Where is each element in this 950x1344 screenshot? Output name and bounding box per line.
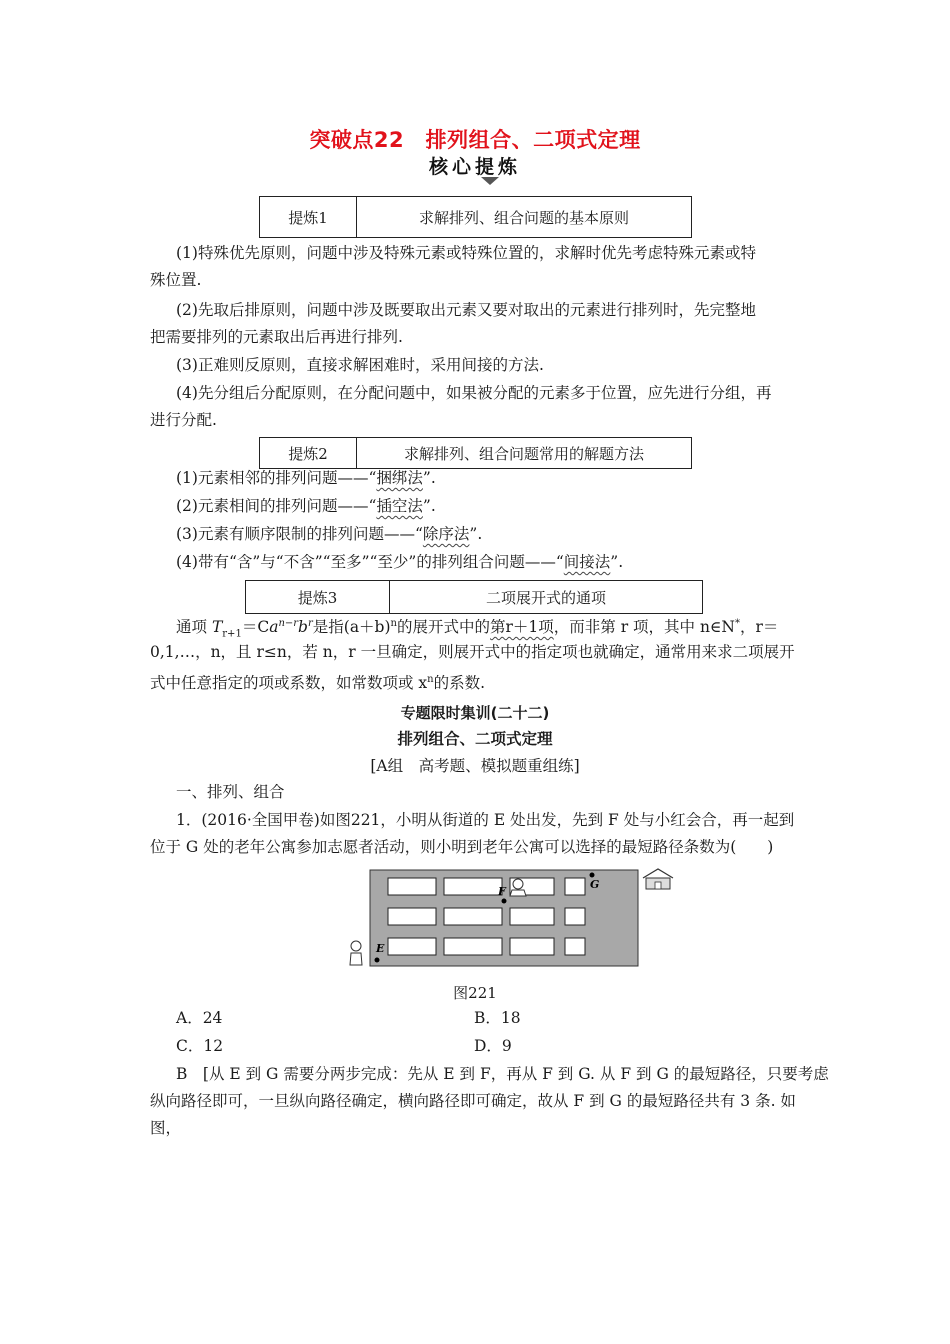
exercise-group: [A组 高考题、模拟题重组练] [370,757,580,775]
exercise-set-subtitle: 排列组合、二项式定理 [397,730,553,748]
answer-line-2: 纵向路径即可，一旦纵向路径确定，横向路径即可确定，故从 F 到 G 的最短路径共有 3 条. 如 [150,1092,796,1110]
method-4-key: 间接法 [563,553,611,571]
method-3: (3)元素有顺序限制的排列问题——“除序法”. [176,525,483,543]
figure-caption: 图221 [453,984,497,1002]
option-a: A．24 [176,1009,223,1027]
principle-1-line-2: 殊位置. [150,271,202,289]
principle-4-line-2: 进行分配. [150,411,217,429]
question-1-line-2: 位于 G 处的老年公寓参加志愿者活动，则小明到老年公寓可以选择的最短路径条数为( ) [150,838,774,856]
page-title: 突破点22 排列组合、二项式定理 [309,128,641,152]
exercise-section: 一、排列、组合 [176,783,285,801]
summary-box-2 [259,437,692,469]
summary-box-2-label: 提炼2 [260,438,357,468]
principle-4-line-1: (4)先分组后分配原则，在分配问题中，如果被分配的元素多于位置，应先进行分组，再 [176,384,772,402]
general-term-line-3: 式中任意指定的项或系数，如常数项或 $x^n$的系数. [150,674,486,693]
option-c: C．12 [176,1037,224,1055]
method-2: (2)元素相间的排列问题——“插空法”. [176,497,436,515]
summary-box-1 [259,196,692,238]
general-term-line-1: 通项 $T_{r+1}=Ca^{n-r}b^r$是指$(a+b)^n$的展开式中的第r＋1项，而非第 r 项，其中 n∈N*，r＝ [176,618,779,640]
street-grid-figure [340,868,640,968]
exercise-set-title: 专题限时集训(二十二) [400,704,550,722]
summary-box-2-text: 求解排列、组合问题常用的解题方法 [403,444,644,463]
general-term-line-2: 0,1,…，n，且 r≤n，若 n，r 一旦确定，则展开式中的指定项也就确定，通常用来求二项展开 [150,643,795,661]
figure-label-f: F [498,885,506,898]
binomial-term-formula: $a^{n-r}b^r$ [269,618,313,637]
option-b: B．18 [474,1009,521,1027]
boy-icon [350,941,362,965]
principle-1-line-1: (1)特殊优先原则，问题中涉及特殊元素或特殊位置的，求解时优先考虑特殊元素或特 [176,244,756,262]
method-1: (1)元素相邻的排列问题——“捆绑法”. [176,469,436,487]
summary-box-3 [245,580,703,614]
method-3-key: 除序法 [422,525,470,543]
general-term-key: 第r＋1项 [490,618,554,637]
summary-box-3-label: 提炼3 [246,581,390,613]
summary-box-3-text: 二项展开式的通项 [485,588,606,607]
summary-box-1-label: 提炼1 [260,197,357,237]
figure-label-g: G [590,878,600,891]
summary-box-1-text: 求解排列、组合问题的基本原则 [418,208,629,227]
principle-2-line-1: (2)先取后排原则，问题中涉及既要取出元素又要对取出的元素进行排列时，先完整地 [176,301,756,319]
method-2-key: 插空法 [376,497,423,515]
principle-3: (3)正难则反原则，直接求解困难时，采用间接的方法. [176,356,544,374]
answer-line-1: B [从 E 到 G 需要分两步完成：先从 E 到 F，再从 F 到 G. 从 F 到 G 的最短路径，只要考虑 [176,1065,829,1083]
question-1-line-1: 1．(2016·全国甲卷)如图221，小明从街道的 E 处出发，先到 F 处与小红会合，再一起到 [176,811,795,829]
heading-arrow-icon [481,177,499,185]
core-heading: 核心提炼 [428,156,521,178]
senior-home-icon [640,866,676,892]
answer-line-3: 图， [150,1119,182,1137]
method-4: (4)带有“含”与“不含”“至多”“至少”的排列组合问题——“间接法”. [176,553,624,571]
option-d: D．9 [474,1037,512,1055]
method-1-key: 捆绑法 [376,469,423,487]
principle-2-line-2: 把需要排列的元素取出后再进行排列. [150,328,403,346]
figure-label-e: E [376,942,385,955]
